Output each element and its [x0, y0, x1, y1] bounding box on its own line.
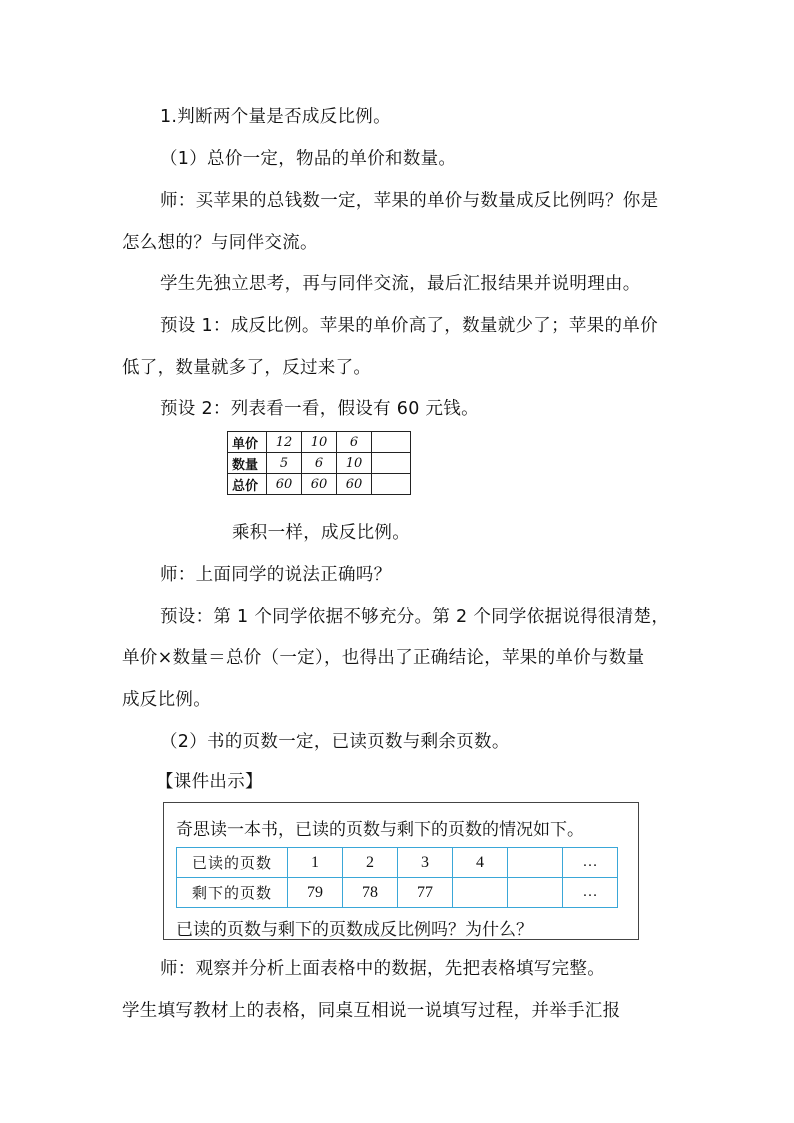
table-cell: 10 — [337, 453, 372, 474]
courseware-question: 已读的页数与剩下的页数成反比例吗？为什么？ — [176, 920, 533, 940]
text-line: 1.判断两个量是否成反比例。 — [160, 107, 391, 127]
courseware-title: 奇思读一本书，已读的页数与剩下的页数的情况如下。 — [176, 820, 584, 840]
table-cell: 3 — [398, 848, 453, 878]
row-label: 单价 — [228, 432, 267, 453]
text-line: 师：上面同学的说法正确吗？ — [160, 565, 392, 585]
table-cell: 4 — [453, 848, 508, 878]
table-row — [228, 432, 411, 453]
table-cell: 60 — [337, 474, 372, 495]
handwritten-price-table — [227, 431, 411, 495]
table-cell: 77 — [398, 878, 453, 908]
table-cell — [508, 878, 563, 908]
table-cell: … — [563, 848, 618, 878]
text-line: 低了，数量就多了，反过来了。 — [122, 358, 372, 378]
table-cell: 60 — [302, 474, 337, 495]
table-cell — [372, 474, 411, 495]
table-row — [228, 453, 411, 474]
table-cell: 78 — [343, 878, 398, 908]
row-label: 已读的页数 — [177, 848, 288, 878]
text-line: 预设：第 1 个同学依据不够充分。第 2 个同学依据说得很清楚， — [160, 607, 670, 627]
text-line: 【课件出示】 — [156, 772, 263, 792]
table-cell — [453, 878, 508, 908]
row-label: 数量 — [228, 453, 267, 474]
table-cell: 5 — [267, 453, 302, 474]
table-cell — [508, 848, 563, 878]
courseware-box — [163, 802, 639, 940]
text-line: （2）书的页数一定，已读页数与剩余页数。 — [160, 732, 510, 752]
table-cell — [372, 453, 411, 474]
table-cell: 79 — [288, 878, 343, 908]
text-line: 预设 1：成反比例。苹果的单价高了，数量就少了；苹果的单价 — [160, 316, 658, 336]
table-row — [177, 848, 618, 878]
text-line: 师：观察并分析上面表格中的数据，先把表格填写完整。 — [160, 959, 605, 979]
table-cell — [372, 432, 411, 453]
pages-table — [176, 847, 618, 908]
text-line: 成反比例。 — [122, 690, 211, 710]
text-line: 学生先独立思考，再与同伴交流，最后汇报结果并说明理由。 — [160, 274, 641, 294]
table-cell: 60 — [267, 474, 302, 495]
table-cell: 2 — [343, 848, 398, 878]
text-line: 预设 2：列表看一看，假设有 60 元钱。 — [160, 399, 479, 419]
table-cell: 6 — [302, 453, 337, 474]
table-row — [177, 878, 618, 908]
table-cell: … — [563, 878, 618, 908]
row-label: 剩下的页数 — [177, 878, 288, 908]
table-cell: 10 — [302, 432, 337, 453]
text-line: 师：买苹果的总钱数一定，苹果的单价与数量成反比例吗？你是 — [160, 191, 659, 211]
text-line: 学生填写教材上的表格，同桌互相说一说填写过程，并举手汇报 — [122, 1001, 621, 1021]
text-line: 单价×数量＝总价（一定），也得出了正确结论，苹果的单价与数量 — [122, 648, 645, 668]
text-line: 怎么想的？与同伴交流。 — [122, 233, 318, 253]
row-label: 总价 — [228, 474, 267, 495]
text-line: 乘积一样，成反比例。 — [232, 523, 410, 543]
text-line: （1）总价一定，物品的单价和数量。 — [160, 149, 457, 169]
table-cell: 1 — [288, 848, 343, 878]
table-cell: 6 — [337, 432, 372, 453]
table-cell: 12 — [267, 432, 302, 453]
table-row — [228, 474, 411, 495]
